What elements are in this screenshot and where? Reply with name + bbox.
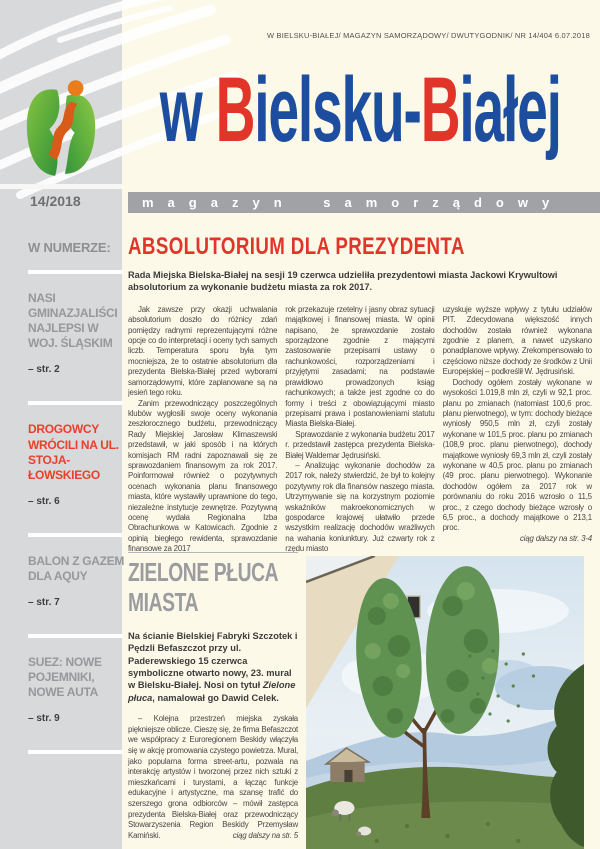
masthead-part-ialej: iałej <box>459 59 561 161</box>
issue-info-line: W BIELSKU-BIAŁEJ/ MAGAZYN SAMORZĄDOWY/ DWUTYGODNIK/ NR 14/404 6.07.2018 <box>266 31 590 40</box>
toc-item-page: – str. 7 <box>28 597 60 609</box>
toc-item-suez[interactable] <box>28 655 122 724</box>
masthead-part-ielsku: ielsku- <box>253 59 421 161</box>
toc-item-page: – str. 6 <box>28 495 60 507</box>
paragraph: – Analizując wykonanie dochodów za 2017 rok, należy stwierdzić, że był to kolejny pozytywny rok dla finansów naszego miasta. Utrzymywanie się na korzystnym poziomie wskaźników makroekonomicznych w gospodarce krajowej ułatwiło przede wszystkim realizację dochodów wrażliwych na wahania koniunktury. Już czwarty rok z rzędu miasto <box>285 460 435 554</box>
paragraph: Sprawozdanie z wykonania budżetu 2017 r. przedstawił zastępca prezydenta Bielska-Białej Waldemar Jędrusiński. <box>285 429 435 460</box>
article1-column-3 <box>443 305 592 567</box>
sidebar-divider-strip <box>0 184 122 189</box>
toc-item-balon[interactable] <box>28 553 125 609</box>
paragraph: Dochody ogółem zostały wykonane w wysokości 1.019,8 mln zł, czyli w 92,1 proc. planu po zmianach (natomiast 100,6 proc. planu pierwotnego), w tym: dochody bieżące wyniosły 950,5 mln zł, czyli zostały wykonane w 101,5 proc. planu po zmianach (108,9 proc. planu pierwotnego), dochody majątkowe wyniosły 69,3 mln zł, czyli zostały wykonane w 40,5 proc. planu po zmianach (49 proc. planu pierwotnego). Wykonanie dochodów ogółem za 2017 rok w porównaniu do roku 2016 wzrosło o 11,5 proc., z czego dochody bieżące wzrosły o 6,5 proc., a dochody majątkowe o 213,1 proc. <box>442 377 592 533</box>
article2-continuation: ciąg dalszy na str. 5 <box>232 830 298 840</box>
issue-number: 14/2018 <box>30 193 81 209</box>
toc-divider <box>28 270 122 274</box>
main-article <box>128 220 592 567</box>
second-article-section <box>128 552 592 849</box>
mural-photo <box>306 556 584 849</box>
article2 <box>128 552 298 849</box>
tagline-text: magazyn samorządowy <box>142 195 564 210</box>
toc-divider <box>28 401 122 405</box>
article1-column-1 <box>128 305 277 567</box>
article1-headline: ABSOLUTORIUM DLA PREZYDENTA <box>128 233 465 260</box>
toc-item-page: – str. 9 <box>28 713 60 725</box>
article2-body: – Kolejna przestrzeń miejska zyskała piękniejsze oblicze. Cieszę się, że firma Befaszczot we współpracy z Euroregionem Beskidy włączyła się w akcję promowania czystego powietrza. Mural, jako popularna forma street-artu, pozwala na interakcję artystów i tworzonej przez nich sztuki z mieszkańcami i turystami, a łącząc funkcje edukacyjne i artystyczne, ma szansę trafić do szerszego grona odbiorców – mówił zastępca prezydenta Bielska-Białej oraz przewodniczący Stowarzyszenia Region Beskidy Przemysław Kamiński. ciąg dalszy na str. 5 <box>128 714 298 840</box>
toc-item-gimnazjalisci[interactable] <box>28 291 122 375</box>
toc-item-page: – str. 2 <box>28 364 60 376</box>
toc-divider <box>28 533 122 537</box>
mural-title-italic: Zielone płuca <box>128 680 296 703</box>
tagline-bar <box>128 192 600 213</box>
toc-heading: W NUMERZE: <box>28 240 111 255</box>
toc-divider <box>28 634 122 638</box>
article1-lead: Rada Miejska Bielska-Białej na sesji 19 czerwca udzieliła prezydentowi miasta Jackowi Krywultowi absolutorium za wykonanie budżetu miasta za rok 2017. <box>128 270 558 293</box>
city-logo-icon <box>22 76 100 184</box>
paragraph: uzyskuje wyższe wpływy z tytułu udziałów PIT. Zdecydowana większość innych dochodów została również wykonana zgodnie z planem, a nawet uzyskano ponadplanowe wpływy. Zrekompensowało to częściowo niższe dochody ze środków z Unii Europejskiej – podkreślił W. Jędrusiński. <box>442 304 592 377</box>
article1-column-2 <box>285 305 434 567</box>
paragraph: Zanim przewodniczący poszczególnych klubów wygłosili swoje oceny wykonania zeszłorocznego budżetu, przewodniczący Rady Miejskiej Jarosław Klimaszewski przedstawił, w jaki sposób i na których komisjach RM radni zapoznawali się ze sprawozdaniem finansowym za rok 2017. Poinformował również o pozytywnych ocenach wykonania planu finansowego miasta, które wystawiły uprawnione do tego, niezależne instytucje zewnętrze. Pozytywną ocenę wydała Regionalna Izba Obrachunkowa w Katowicach. Zgodnie z opinią biegłego rewidenta, sprawozdanie finansowe za 2017 <box>128 398 278 554</box>
article2-headline: ZIELONE PŁUCA MIASTA <box>128 557 279 617</box>
sidebar-toc <box>0 240 125 771</box>
masthead-cap-b2: B <box>420 59 460 161</box>
article1-body <box>128 305 592 567</box>
article1-continuation: ciąg dalszy na str. 3-4 <box>520 533 592 543</box>
masthead-word-w: w <box>159 59 216 161</box>
toc-item-title: NASI GMINAZJALIŚCI NAJLEPSI W WOJ. ŚLĄSKIM <box>28 291 118 351</box>
toc-divider <box>28 750 122 754</box>
toc-item-drogowcy[interactable] <box>28 422 122 506</box>
paragraph: rok przekazuje rzetelny i jasny obraz sytuacji majątkowej i finansowej miasta. W opinii napisano, że sprawozdanie zostało sporządzone zgodnie z mającymi zastosowanie przepisami ustawy o rachunkowości, rozporządzeniami i przyjętymi zasadami; na podstawie prawidłowo prowadzonych ksiąg rachunkowych; a także jest zgodne co do formy i treści z obowiązującymi miasto przepisami prawa i postanowieniami statutu Miasta Bielska-Białej. <box>285 304 435 429</box>
masthead-title <box>128 60 592 188</box>
toc-item-title: SUEZ: NOWE POJEMNIKI, NOWE AUTA <box>28 655 102 700</box>
masthead-cap-b1: B <box>215 59 254 161</box>
article2-lead: Na ścianie Bielskiej Fabryki Szczotek i Pędzli Befaszczot przy ul. Paderewskiego 15 czerwca symboliczne otwarto nowy, 23. mural w Bielsku-Białej. Nosi on tytuł Zielone płuca, namalował go Dawid Celek. <box>128 631 298 703</box>
paragraph: Jak zawsze przy okazji uchwalania absolutorium doszło do różnicy zdań pomiędzy radnymi reprezentującymi różne opcje co do interpretacji i oceny tych samych liczb. Temperatura sporu była tym mocniejsza, że to ostatnie absolutorium dla prezydenta Bielska-Białej przed wyborami samorządowymi, które zaplanowane są na jesień tego roku. <box>128 304 278 398</box>
toc-item-title: BALON Z GAZEM DLA AQUY <box>28 553 125 583</box>
toc-item-title: DROGOWCY WRÓCILI NA UL. STOJA-ŁOWSKIEGO <box>28 422 119 482</box>
